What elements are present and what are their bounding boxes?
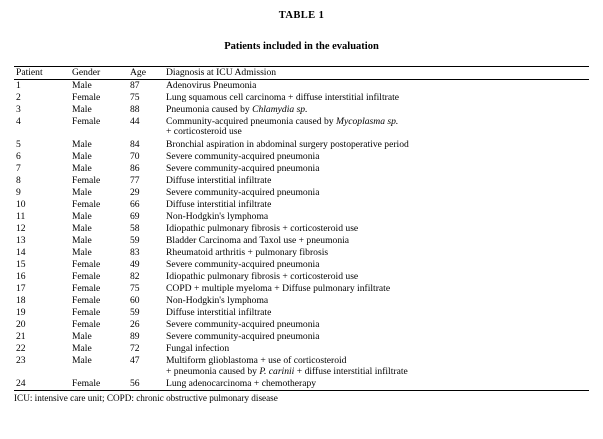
cell-gender: Male bbox=[72, 103, 92, 115]
table-row bbox=[14, 116, 589, 139]
table-container bbox=[14, 66, 589, 390]
cell-patient: 5 bbox=[16, 138, 21, 150]
cell-patient: 12 bbox=[16, 222, 26, 234]
organism-name: P. carinii bbox=[259, 365, 295, 377]
document-page bbox=[0, 10, 603, 439]
table-body bbox=[14, 80, 589, 391]
cell-patient: 21 bbox=[16, 330, 26, 342]
cell-diagnosis: Multiform glioblastoma + use of corticosteroid + pneumonia caused by P. carinii + diffuse interstitial infiltrate bbox=[164, 355, 589, 378]
cell-gender: Female bbox=[72, 91, 101, 103]
cell-gender: Female bbox=[72, 282, 101, 294]
cell-diagnosis: Bladder Carcinoma and Taxol use + pneumonia bbox=[166, 234, 350, 246]
table-row bbox=[14, 271, 589, 283]
table-row bbox=[14, 331, 589, 343]
table-row bbox=[14, 343, 589, 355]
table-row bbox=[14, 175, 589, 187]
cell-age: 72 bbox=[130, 342, 140, 354]
table-header-row bbox=[14, 67, 589, 80]
cell-diagnosis: Idiopathic pulmonary fibrosis + corticosteroid use bbox=[166, 222, 359, 234]
cell-age: 29 bbox=[130, 186, 140, 198]
cell-age: 58 bbox=[130, 222, 140, 234]
cell-gender: Female bbox=[72, 115, 101, 127]
table-row bbox=[14, 355, 589, 378]
table-row bbox=[14, 223, 589, 235]
cell-patient: 14 bbox=[16, 246, 26, 258]
table-row bbox=[14, 211, 589, 223]
cell-age: 89 bbox=[130, 330, 140, 342]
diagnosis-continuation: + corticosteroid use bbox=[166, 126, 242, 138]
cell-gender: Male bbox=[72, 150, 92, 162]
table-row bbox=[14, 247, 589, 259]
column-header-age: Age bbox=[128, 67, 164, 80]
cell-patient: 13 bbox=[16, 234, 26, 246]
cell-age: 26 bbox=[130, 318, 140, 330]
cell-diagnosis: Severe community-acquired pneumonia bbox=[166, 318, 320, 330]
cell-patient: 24 bbox=[16, 377, 26, 389]
table-row bbox=[14, 92, 589, 104]
cell-diagnosis: Bronchial aspiration in abdominal surgery postoperative period bbox=[166, 138, 409, 150]
cell-gender: Female bbox=[72, 174, 101, 186]
cell-age: 82 bbox=[130, 270, 140, 282]
cell-gender: Male bbox=[72, 330, 92, 342]
cell-gender: Male bbox=[72, 342, 92, 354]
cell-age: 44 bbox=[130, 115, 140, 127]
cell-gender: Male bbox=[72, 234, 92, 246]
table-row bbox=[14, 187, 589, 199]
cell-gender: Male bbox=[72, 138, 92, 150]
table-row bbox=[14, 295, 589, 307]
cell-diagnosis: Severe community-acquired pneumonia bbox=[166, 330, 320, 342]
table-row bbox=[14, 319, 589, 331]
table-row bbox=[14, 307, 589, 319]
cell-gender: Female bbox=[72, 270, 101, 282]
cell-diagnosis: COPD + multiple myeloma + Diffuse pulmonary infiltrate bbox=[166, 282, 391, 294]
cell-gender: Male bbox=[72, 354, 92, 366]
cell-diagnosis: Diffuse interstitial infiltrate bbox=[166, 198, 272, 210]
cell-age: 49 bbox=[130, 258, 140, 270]
cell-age: 75 bbox=[130, 282, 140, 294]
cell-diagnosis: Adenovirus Pneumonia bbox=[164, 80, 589, 93]
cell-gender: Male bbox=[72, 210, 92, 222]
cell-age: 83 bbox=[130, 246, 140, 258]
cell-gender: Female bbox=[72, 306, 101, 318]
table-row bbox=[14, 235, 589, 247]
cell-diagnosis: Severe community-acquired pneumonia bbox=[166, 258, 320, 270]
cell-patient: 2 bbox=[16, 91, 21, 103]
cell-patient: 17 bbox=[16, 282, 26, 294]
cell-gender: Male bbox=[72, 222, 92, 234]
cell-age: 75 bbox=[130, 91, 140, 103]
cell-diagnosis: Non-Hodgkin's lymphoma bbox=[166, 210, 269, 222]
cell-patient: 10 bbox=[16, 198, 26, 210]
cell-patient: 22 bbox=[16, 342, 26, 354]
cell-age: 60 bbox=[130, 294, 140, 306]
cell-patient: 3 bbox=[16, 103, 21, 115]
cell-patient: 16 bbox=[16, 270, 26, 282]
table-footnote: ICU: intensive care unit; COPD: chronic obstructive pulmonary disease bbox=[14, 393, 278, 404]
table-row bbox=[14, 104, 589, 116]
column-header-diagnosis: Diagnosis at ICU Admission bbox=[164, 67, 589, 80]
cell-diagnosis: Community-acquired pneumonia caused by Mycoplasma sp. + corticosteroid use bbox=[164, 116, 589, 139]
table-row bbox=[14, 80, 589, 93]
cell-gender: Female bbox=[72, 258, 101, 270]
patients-table bbox=[14, 66, 589, 390]
organism-name: Chlamydia sp. bbox=[252, 103, 308, 115]
column-header-gender: Gender bbox=[70, 67, 128, 80]
cell-age: 56 bbox=[130, 377, 140, 389]
cell-diagnosis: Non-Hodgkin's lymphoma bbox=[166, 294, 269, 306]
table-row bbox=[14, 151, 589, 163]
cell-patient: 8 bbox=[16, 174, 21, 186]
cell-age: 69 bbox=[130, 210, 140, 222]
cell-age: 84 bbox=[130, 138, 140, 150]
cell-diagnosis: Diffuse interstitial infiltrate bbox=[166, 174, 272, 186]
column-header-patient: Patient bbox=[14, 67, 70, 80]
table-number: TABLE 1 bbox=[278, 10, 325, 21]
cell-diagnosis: Fungal infection bbox=[166, 342, 230, 354]
cell-patient: 4 bbox=[16, 115, 21, 127]
cell-patient: 18 bbox=[16, 294, 26, 306]
cell-patient: 23 bbox=[16, 354, 26, 366]
cell-gender: Male bbox=[72, 162, 92, 174]
table-caption: Patients included in the evaluation bbox=[224, 41, 379, 52]
cell-gender: Female bbox=[72, 294, 101, 306]
cell-gender: Female bbox=[72, 377, 101, 389]
cell-gender: Female bbox=[72, 198, 101, 210]
cell-patient: 9 bbox=[16, 186, 21, 198]
cell-patient: 7 bbox=[16, 162, 21, 174]
table-header bbox=[14, 67, 589, 80]
cell-age: 88 bbox=[130, 103, 140, 115]
cell-diagnosis: Pneumonia caused by Chlamydia sp. bbox=[166, 103, 308, 115]
cell-age: 59 bbox=[130, 234, 140, 246]
cell-age: 59 bbox=[130, 306, 140, 318]
table-row bbox=[14, 139, 589, 151]
cell-age: 87 bbox=[128, 80, 164, 93]
cell-patient: 19 bbox=[16, 306, 26, 318]
cell-age: 70 bbox=[130, 150, 140, 162]
cell-diagnosis: Severe community-acquired pneumonia bbox=[166, 162, 320, 174]
cell-patient: 11 bbox=[16, 210, 26, 222]
cell-diagnosis: Lung adenocarcinoma + chemotherapy bbox=[166, 377, 317, 389]
cell-patient: 6 bbox=[16, 150, 21, 162]
cell-gender: Female bbox=[72, 318, 101, 330]
cell-age: 77 bbox=[130, 174, 140, 186]
cell-patient: 15 bbox=[16, 258, 26, 270]
cell-diagnosis: Severe community-acquired pneumonia bbox=[166, 186, 320, 198]
cell-gender: Male bbox=[72, 186, 92, 198]
cell-age: 47 bbox=[130, 354, 140, 366]
cell-gender: Male bbox=[70, 80, 128, 93]
cell-age: 66 bbox=[130, 198, 140, 210]
cell-age: 86 bbox=[130, 162, 140, 174]
table-row bbox=[14, 283, 589, 295]
cell-diagnosis: Severe community-acquired pneumonia bbox=[166, 150, 320, 162]
cell-diagnosis: Idiopathic pulmonary fibrosis + corticosteroid use bbox=[166, 270, 359, 282]
cell-patient: 1 bbox=[14, 80, 70, 93]
table-row bbox=[14, 163, 589, 175]
cell-diagnosis: Diffuse interstitial infiltrate bbox=[166, 306, 272, 318]
cell-gender: Male bbox=[72, 246, 92, 258]
table-row bbox=[14, 259, 589, 271]
cell-diagnosis: Rheumatoid arthritis + pulmonary fibrosis bbox=[166, 246, 329, 258]
organism-name: Mycoplasma sp. bbox=[335, 115, 399, 127]
cell-diagnosis: Lung squamous cell carcinoma + diffuse interstitial infiltrate bbox=[166, 91, 400, 103]
diagnosis-continuation: + pneumonia caused by P. carinii + diffuse interstitial infiltrate bbox=[166, 365, 408, 377]
cell-patient: 20 bbox=[16, 318, 26, 330]
table-row bbox=[14, 199, 589, 211]
table-row bbox=[14, 378, 589, 390]
